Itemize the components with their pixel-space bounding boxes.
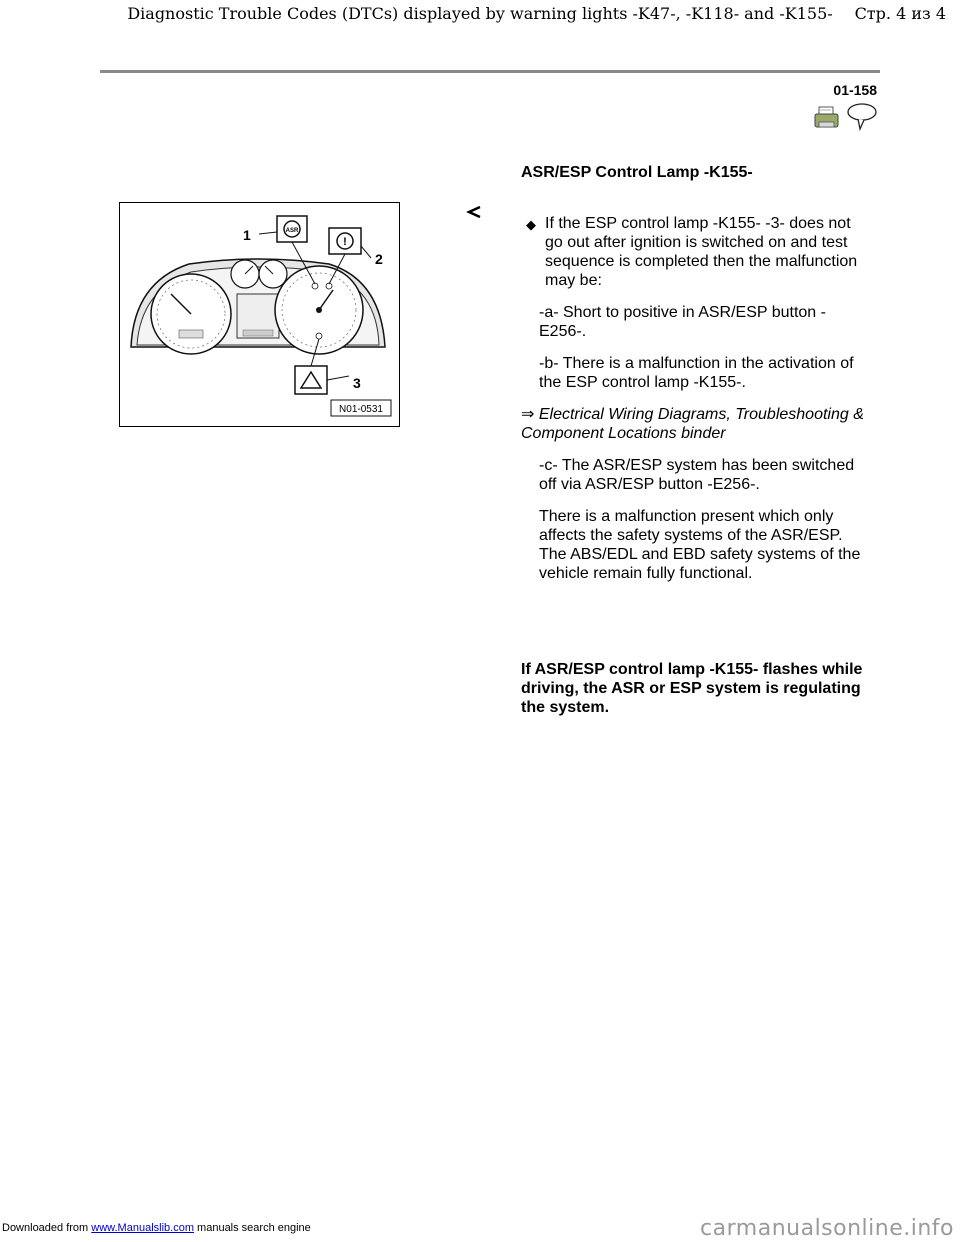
- instrument-cluster-figure: [119, 202, 400, 427]
- item-c: -c- The ASR/ESP system has been switched off via ASR/ESP button -E256-.: [539, 457, 855, 493]
- svg-text:!: !: [343, 236, 347, 248]
- reference-text[interactable]: Electrical Wiring Diagrams, Troubleshooting & Component Locations binder: [521, 406, 864, 442]
- item-b: -b- There is a malfunction in the activation of the ESP control lamp -K155-.: [539, 355, 854, 391]
- content-column: [521, 214, 871, 583]
- page-number: Стр. 4 из 4: [854, 4, 946, 23]
- note-paragraph: There is a malfunction present which only affects the safety systems of the ASR/ESP. The ABS/EDL and EBD safety systems of the vehicle remain fully functional.: [539, 508, 861, 582]
- toolbar-icons: [814, 103, 884, 133]
- esp-lamp-callout: [295, 366, 327, 394]
- document-title: Diagnostic Trouble Codes (DTCs) displayed by warning lights -K47-, -K118- and -K155-: [127, 4, 833, 23]
- footer-prefix: Downloaded from: [2, 1222, 89, 1234]
- tachometer-gauge: [151, 274, 231, 354]
- download-footer: [2, 1222, 311, 1234]
- figure-code: N01-0531: [339, 404, 383, 415]
- speech-bubble-icon[interactable]: [848, 104, 876, 129]
- svg-text:ASR: ASR: [285, 228, 299, 234]
- callout-1: 1: [243, 227, 251, 243]
- arrow-left-icon: [466, 204, 482, 220]
- callout-2: 2: [375, 251, 383, 267]
- diamond-bullet-icon: ◆: [526, 217, 536, 232]
- header-rule: [100, 70, 880, 73]
- speedometer-gauge: [275, 266, 363, 354]
- printer-icon[interactable]: [815, 107, 838, 127]
- section-heading: ASR/ESP Control Lamp -K155-: [521, 164, 753, 181]
- footer-suffix: manuals search engine: [197, 1222, 311, 1234]
- abs-lamp-callout: [329, 228, 361, 254]
- item-a: -a- Short to positive in ASR/ESP button -E256-.: [539, 304, 826, 340]
- asr-lamp-callout: [277, 216, 307, 242]
- ref-arrow-icon: ⇒: [521, 406, 535, 423]
- page-code: 01-158: [833, 82, 877, 98]
- bullet-text: If the ESP control lamp -K155- -3- does not go out after ignition is switched on and test sequence is completed then the malfunction may be:: [545, 215, 858, 289]
- callout-3: 3: [353, 375, 361, 391]
- reference-link[interactable]: [521, 405, 871, 443]
- final-note: If ASR/ESP control lamp -K155- flashes while driving, the ASR or ESP system is regulating the system.: [521, 661, 863, 716]
- bullet-item: [521, 214, 871, 290]
- fuel-gauge: [231, 260, 259, 288]
- watermark: carmanualsonline.info: [700, 1216, 954, 1241]
- manualslib-link[interactable]: www.Manualslib.com: [91, 1222, 194, 1234]
